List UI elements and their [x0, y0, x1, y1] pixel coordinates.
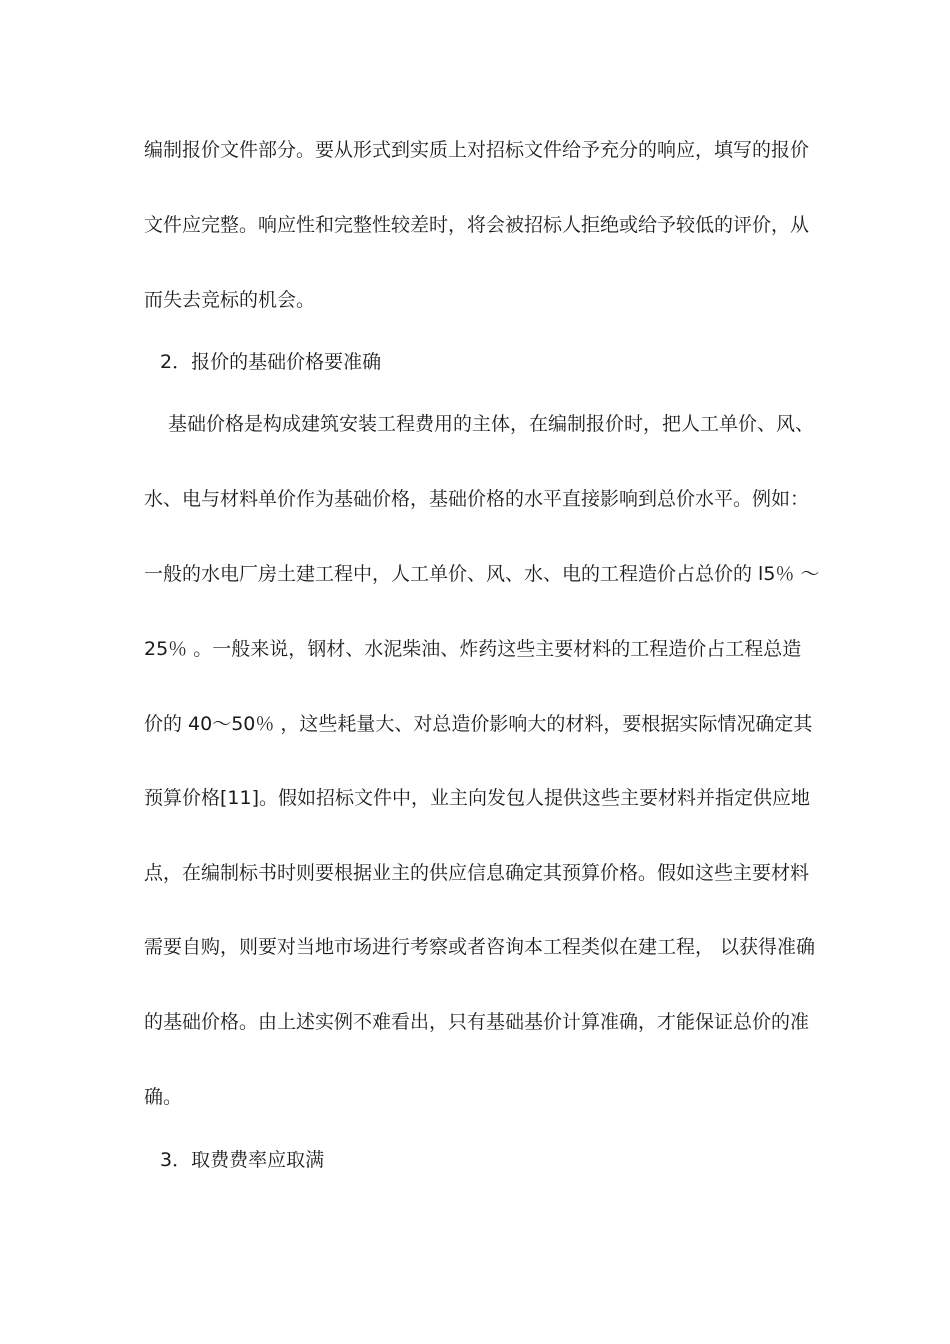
- paragraph-2-line-4: 25％ 。一般来说，钢材、水泥柴油、炸药这些主要材料的工程造价占工程总造: [144, 638, 802, 660]
- paragraph-1-line-3: 而失去竞标的机会。: [144, 289, 316, 311]
- section-heading-3: 3．取费费率应取满: [160, 1149, 325, 1171]
- paragraph-2-line-2: 水、电与材料单价作为基础价格，基础价格的水平直接影响到总价水平。例如：: [144, 488, 810, 510]
- paragraph-2-line-3: 一般的水电厂房土建工程中，人工单价、风、水、电的工程造价占总价的 l5％ ～: [144, 563, 820, 585]
- paragraph-2-line-6: 预算价格[11]。假如招标文件中，业主向发包人提供这些主要材料并指定供应地: [144, 787, 811, 809]
- paragraph-1-line-1: 编制报价文件部分。要从形式到实质上对招标文件给予充分的响应，填写的报价: [144, 139, 810, 161]
- paragraph-1-line-2: 文件应完整。响应性和完整性较差时，将会被招标人拒绝或给予较低的评价，从: [144, 214, 810, 236]
- section-heading-2: 2．报价的基础价格要准确: [160, 351, 382, 373]
- paragraph-2-line-8: 需要自购，则要对当地市场进行考察或者咨询本工程类似在建工程， 以获得准确: [144, 936, 816, 958]
- paragraph-2-line-9: 的基础价格。由上述实例不难看出，只有基础基价计算准确，才能保证总价的准: [144, 1011, 810, 1033]
- paragraph-2-line-1: 基础价格是构成建筑安装工程费用的主体，在编制报价时，把人工单价、风、: [168, 413, 815, 435]
- paragraph-2-line-10: 确。: [144, 1086, 183, 1108]
- paragraph-2-line-5: 价的 40～50％ ，这些耗量大、对总造价影响大的材料，要根据实际情况确定其: [144, 713, 813, 735]
- paragraph-2-line-7: 点，在编制标书时则要根据业主的供应信息确定其预算价格。假如这些主要材料: [144, 862, 810, 884]
